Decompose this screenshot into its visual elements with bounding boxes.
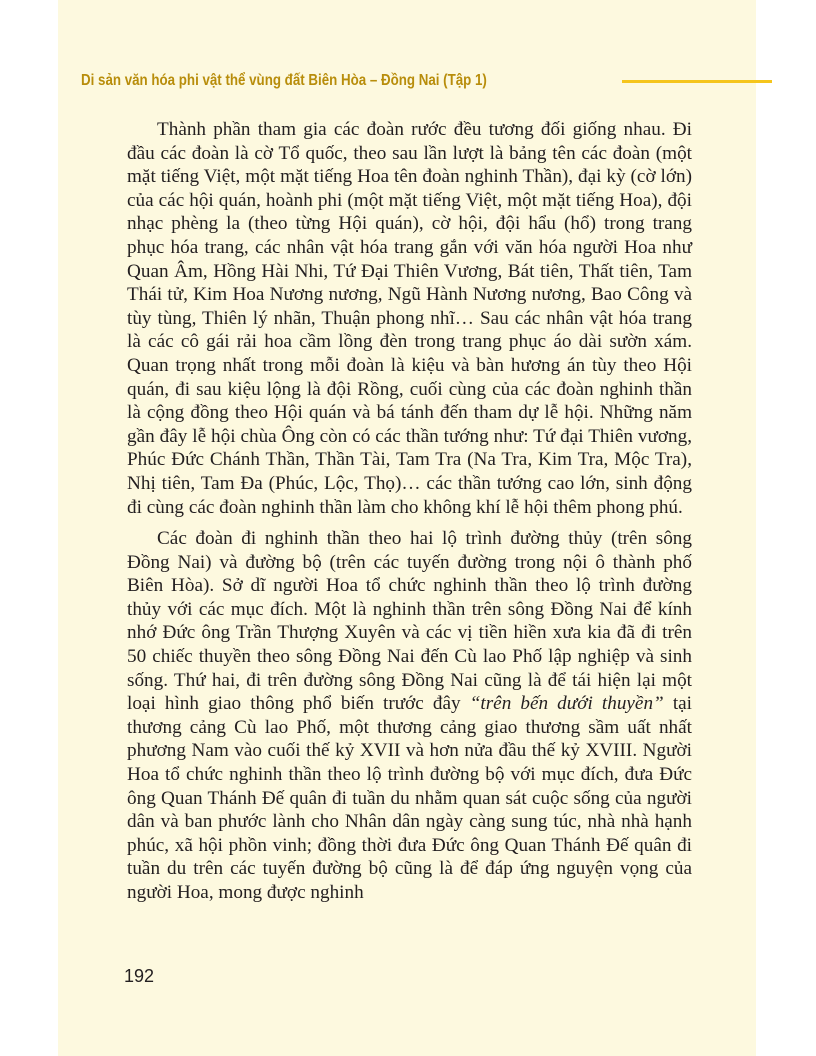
- paragraph-2-part-2: tại thương cảng Cù lao Phố, một thương cảng giao thương sầm uất nhất phương Nam vào cuối thế kỷ XVII và hơn nửa đầu thế kỷ XVIII. Người Hoa tổ chức nghinh thần theo lộ trình đường bộ với mục đích, đưa Đức ông Quan Thánh Đế quân đi tuần du nhằm quan sát cuộc sống của người dân và ban phước lành cho Nhân dân ngày càng sung túc, nhà nhà hạnh phúc, xã hội phồn vinh; đồng thời đưa Đức ông Quan Thánh Đế quân đi tuần du trên các tuyến đường bộ cũng là để đáp ứng nguyện vọng của người Hoa, mong được nghinh: [127, 693, 692, 903]
- running-header-title: Di sản văn hóa phi vật thể vùng đất Biên Hòa – Đồng Nai (Tập 1): [81, 72, 487, 89]
- body-text: [127, 118, 692, 913]
- header-rule: [622, 80, 772, 83]
- paragraph-2-part-1: Các đoàn đi nghinh thần theo hai lộ trình đường thủy (trên sông Đồng Nai) và đường bộ (trên các tuyến đường trong nội ô thành phố Biên Hòa). Sở dĩ người Hoa tổ chức nghinh thần theo lộ trình đường thủy với các mục đích. Một là nghinh thần trên sông Đồng Nai để kính nhớ Đức ông Trần Thượng Xuyên và các vị tiền hiền xưa kia đã đi trên 50 chiếc thuyền theo sông Đồng Nai đến Cù lao Phố lập nghiệp và sinh sống. Thứ hai, đi trên đường sông Đồng Nai cũng là để tái hiện lại một loại hình giao thông phổ biến trước đây: [127, 528, 692, 715]
- running-header: [81, 67, 691, 95]
- page-number: 192: [124, 966, 155, 986]
- paragraph-2: [127, 527, 692, 905]
- paragraph-2-italic-phrase: “trên bến dưới thuyền”: [469, 693, 664, 715]
- paragraph-1: Thành phần tham gia các đoàn rước đều tương đối giống nhau. Đi đầu các đoàn là cờ Tổ quốc, theo sau lần lượt là bảng tên các đoàn (một mặt tiếng Việt, một mặt tiếng Hoa tên đoàn nghinh Thần), đại kỳ (cờ lớn) của các hội quán, hoành phi (một mặt tiếng Việt, một mặt tiếng Hoa), đội nhạc phèng la (theo từng Hội quán), cờ hội, đội hẩu (hổ) trong trang phục hóa trang, các nhân vật hóa trang gắn với văn hóa người Hoa như Quan Âm, Hồng Hài Nhi, Tứ Đại Thiên Vương, Bát tiên, Thất tiên, Tam Thái tử, Kim Hoa Nương nương, Ngũ Hành Nương nương, Bao Công và tùy tùng, Thiên lý nhãn, Thuận phong nhĩ… Sau các nhân vật hóa trang là các cô gái rải hoa cầm lồng đèn trong trang phục áo dài sườn xám. Quan trọng nhất trong mỗi đoàn là kiệu và bàn hương án tùy theo Hội quán, đi sau kiệu lộng là đội Rồng, cuối cùng của các đoàn nghinh thần là cộng đồng theo Hội quán và bá tánh đến tham dự lễ hội. Những năm gần đây lễ hội chùa Ông còn có các thần tướng như: Tứ đại Thiên vương, Phúc Đức Chánh Thần, Thần Tài, Tam Tra (Na Tra, Kim Tra, Mộc Tra), Nhị tiên, Tam Đa (Phúc, Lộc, Thọ)… các thần tướng cao lớn, sinh động đi cùng các đoàn nghinh thần làm cho không khí lễ hội thêm phong phú.: [127, 119, 692, 518]
